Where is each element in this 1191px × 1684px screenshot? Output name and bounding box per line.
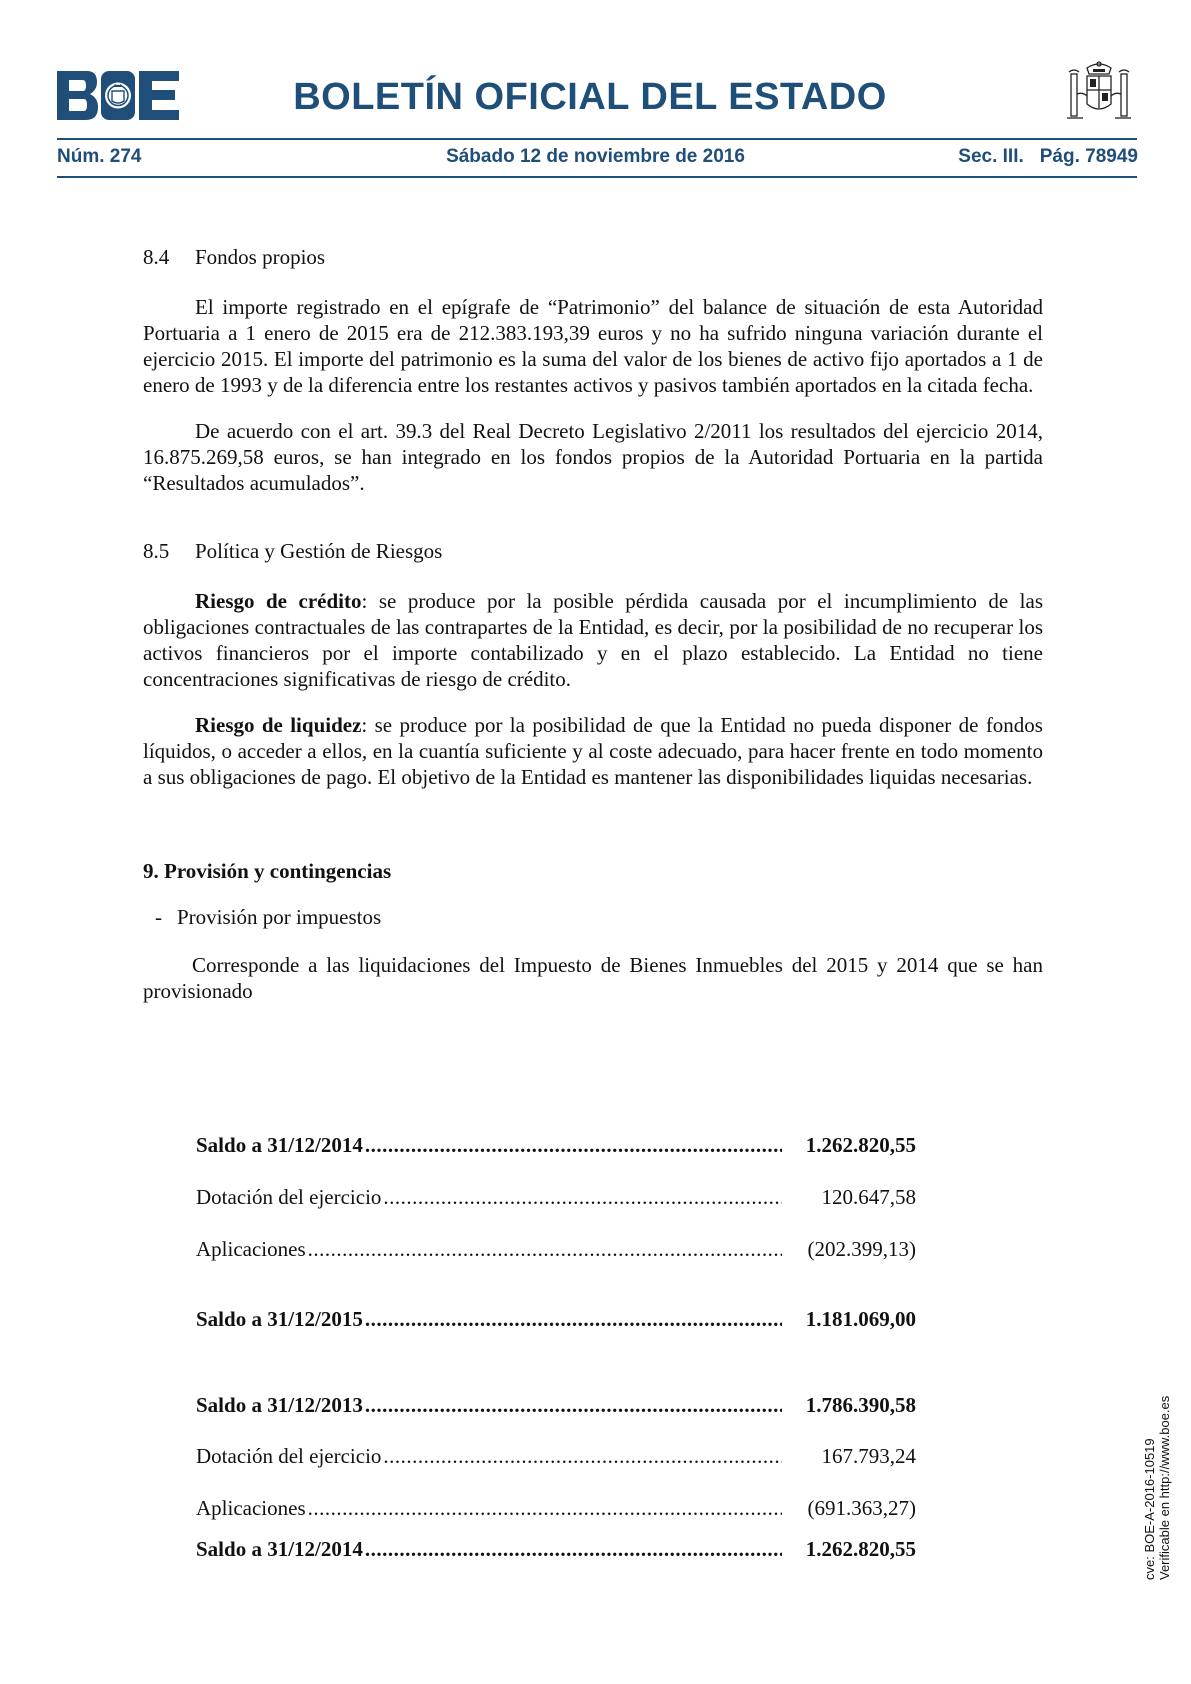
- liquidity-risk-text: : se produce por la posibilidad de que la Entidad no pueda disponer de fondos líquidos, o acceder a ellos, en la cuantía suficiente y al coste adecuado, para hacer frente en todo momento a sus obligaciones de pago. El objetivo de la Entidad es mantener las disponibilidades liquidas necesarias.: [143, 713, 1043, 789]
- leader-dots: [365, 1307, 782, 1333]
- table-row: [196, 1393, 916, 1419]
- section-8-5-heading: [143, 538, 1043, 564]
- row-amount: (691.363,27): [807, 1496, 916, 1520]
- coat-of-arms-icon: [1063, 58, 1135, 130]
- table-row: [196, 1496, 916, 1522]
- cve-code: cve: BOE-A-2016-10519: [1142, 1438, 1157, 1580]
- row-label: Saldo a 31/12/2015: [196, 1307, 363, 1331]
- paragraph: Corresponde a las liquidaciones del Impuesto de Bienes Inmuebles del 2015 y 2014 que se han provisionado: [143, 953, 1043, 1003]
- row-amount: 167.793,24: [821, 1444, 916, 1468]
- paragraph-liquidity-risk: [143, 712, 1043, 790]
- header-rule-bottom: [57, 176, 1137, 178]
- bullet-item: [143, 904, 1043, 930]
- term-liquidity-risk: Riesgo de liquidez: [195, 713, 362, 737]
- table-row: [196, 1537, 916, 1563]
- row-amount: 120.647,58: [821, 1185, 916, 1209]
- section-page: [958, 146, 1138, 168]
- row-label: Dotación del ejercicio: [196, 1444, 382, 1468]
- bullet-text: Provisión por impuestos: [177, 905, 382, 929]
- credit-risk-text: : se produce por la posible pérdida causada por el incumplimiento de las obligaciones contractuales de las contrapartes de la Entidad, es decir, por la posibilidad de no recuperar los activos financieros por el importe contabilizado y en el plazo establecido. La Entidad no tiene concentraciones significativas de riesgo de crédito.: [143, 589, 1044, 691]
- row-label: Dotación del ejercicio: [196, 1185, 382, 1209]
- paragraph: De acuerdo con el art. 39.3 del Real Decreto Legislativo 2/2011 los resultados del ejercicio 2014, 16.875.269,58 euros, se han integrado en los fondos propios de la Autoridad Portuaria en la partida “Resultados acumulados”.: [143, 419, 1043, 495]
- row-label: Saldo a 31/12/2013: [196, 1393, 363, 1417]
- leader-dots: [365, 1537, 782, 1563]
- leader-dots: [383, 1185, 782, 1211]
- table-row: [196, 1133, 916, 1159]
- section-9-heading: 9. Provisión y contingencias: [143, 859, 392, 883]
- section-number: 8.4: [143, 245, 170, 269]
- page-label: Pág. 78949: [1039, 146, 1138, 167]
- section-8-4-heading: [143, 244, 1043, 270]
- leader-dots: [308, 1237, 782, 1263]
- newspaper-title: BOLETÍN OFICIAL DEL ESTADO: [293, 76, 887, 118]
- paragraph: El importe registrado en el epígrafe de “Patrimonio” del balance de situación de esta Autoridad Portuaria a 1 enero de 2015 era de 212.383.193,39 euros y no ha sufrido ninguna variación durante el ejercicio 2015. El importe del patrimonio es la suma del valor de los bienes de activo fijo aportados a 1 de enero de 1993 y de la diferencia entre los restantes activos y pasivos también aportados en la citada fecha.: [143, 295, 1043, 397]
- row-label: Aplicaciones: [196, 1496, 306, 1520]
- row-label: Aplicaciones: [196, 1237, 306, 1261]
- header-rule-top: [57, 138, 1137, 140]
- section-title: Fondos propios: [195, 245, 326, 269]
- table-row: [196, 1307, 916, 1333]
- leader-dots: [365, 1393, 782, 1419]
- term-credit-risk: Riesgo de crédito: [195, 589, 362, 613]
- row-label: Saldo a 31/12/2014: [196, 1537, 363, 1561]
- section-number: 8.5: [143, 539, 170, 563]
- paragraph-credit-risk: [143, 588, 1043, 692]
- section-title: Política y Gestión de Riesgos: [195, 539, 443, 563]
- row-amount: 1.262.820,55: [805, 1133, 916, 1157]
- row-amount: 1.786.390,58: [805, 1393, 916, 1417]
- row-amount: 1.181.069,00: [805, 1307, 916, 1331]
- issue-date: Sábado 12 de noviembre de 2016: [446, 146, 745, 167]
- table-row: [196, 1237, 916, 1263]
- table-row: [196, 1185, 916, 1211]
- bullet-dash: -: [155, 905, 162, 929]
- issue-number: Núm. 274: [57, 146, 142, 167]
- verification-url: Verificable en http://www.boe.es: [1157, 1395, 1172, 1580]
- document-body: [143, 244, 1043, 1004]
- table-row: [196, 1444, 916, 1470]
- row-amount: (202.399,13): [807, 1237, 916, 1261]
- leader-dots: [365, 1133, 782, 1159]
- boe-logo: [57, 71, 179, 120]
- verification-stamp: [1142, 1396, 1172, 1580]
- section-label: Sec. III.: [958, 146, 1024, 167]
- row-amount: 1.262.820,55: [805, 1537, 916, 1561]
- leader-dots: [308, 1496, 782, 1522]
- row-label: Saldo a 31/12/2014: [196, 1133, 363, 1157]
- leader-dots: [383, 1444, 782, 1470]
